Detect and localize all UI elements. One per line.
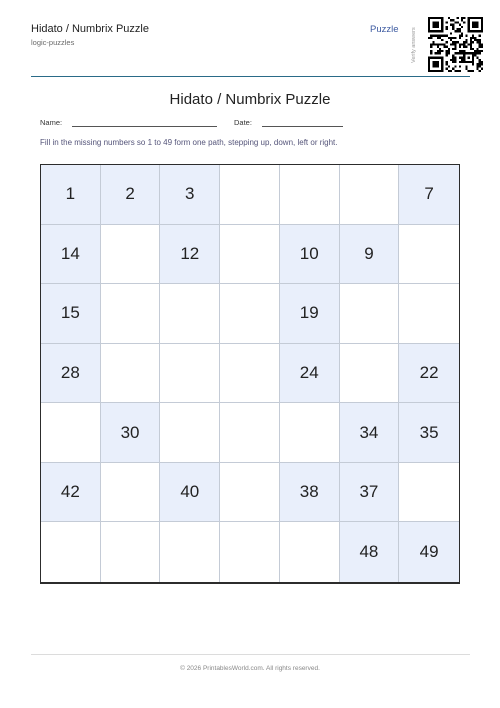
empty-cell[interactable] bbox=[220, 284, 280, 344]
given-cell: 10 bbox=[280, 225, 340, 285]
empty-cell[interactable] bbox=[160, 522, 220, 582]
empty-cell[interactable] bbox=[160, 344, 220, 404]
given-cell: 22 bbox=[399, 344, 459, 404]
footer-copyright: © 2026 PrintablesWorld.com. All rights reserved. bbox=[180, 665, 320, 672]
empty-cell[interactable] bbox=[220, 403, 280, 463]
given-cell: 9 bbox=[340, 225, 400, 285]
empty-cell[interactable] bbox=[220, 522, 280, 582]
empty-cell[interactable] bbox=[41, 403, 101, 463]
qr-caption: Verify answers bbox=[411, 27, 417, 63]
given-cell: 24 bbox=[280, 344, 340, 404]
given-cell: 30 bbox=[101, 403, 161, 463]
empty-cell[interactable] bbox=[220, 225, 280, 285]
name-field[interactable] bbox=[72, 126, 217, 127]
given-cell: 34 bbox=[340, 403, 400, 463]
empty-cell[interactable] bbox=[160, 403, 220, 463]
empty-cell[interactable] bbox=[340, 284, 400, 344]
given-cell: 40 bbox=[160, 463, 220, 523]
empty-cell[interactable] bbox=[340, 344, 400, 404]
empty-cell[interactable] bbox=[101, 344, 161, 404]
empty-cell[interactable] bbox=[399, 284, 459, 344]
given-cell: 7 bbox=[399, 165, 459, 225]
empty-cell[interactable] bbox=[220, 165, 280, 225]
given-cell: 48 bbox=[340, 522, 400, 582]
page-title: Hidato / Numbrix Puzzle bbox=[169, 91, 331, 108]
header-tag: Puzzle bbox=[370, 24, 399, 35]
given-cell: 15 bbox=[41, 284, 101, 344]
given-cell: 49 bbox=[399, 522, 459, 582]
empty-cell[interactable] bbox=[340, 165, 400, 225]
given-cell: 28 bbox=[41, 344, 101, 404]
date-label: Date: bbox=[234, 118, 252, 127]
empty-cell[interactable] bbox=[280, 522, 340, 582]
given-cell: 35 bbox=[399, 403, 459, 463]
given-cell: 42 bbox=[41, 463, 101, 523]
given-cell: 38 bbox=[280, 463, 340, 523]
empty-cell[interactable] bbox=[399, 225, 459, 285]
puzzle-grid bbox=[40, 164, 460, 584]
given-cell: 19 bbox=[280, 284, 340, 344]
given-cell: 14 bbox=[41, 225, 101, 285]
empty-cell[interactable] bbox=[220, 463, 280, 523]
empty-cell[interactable] bbox=[399, 463, 459, 523]
empty-cell[interactable] bbox=[220, 344, 280, 404]
empty-cell[interactable] bbox=[41, 522, 101, 582]
footer-divider bbox=[31, 654, 470, 655]
empty-cell[interactable] bbox=[101, 225, 161, 285]
given-cell: 2 bbox=[101, 165, 161, 225]
empty-cell[interactable] bbox=[280, 403, 340, 463]
qr-code-icon[interactable] bbox=[428, 17, 483, 72]
empty-cell[interactable] bbox=[101, 522, 161, 582]
header-divider bbox=[31, 76, 470, 77]
empty-cell[interactable] bbox=[101, 284, 161, 344]
instructions: Fill in the missing numbers so 1 to 49 form one path, stepping up, down, left or right. bbox=[40, 138, 338, 147]
given-cell: 1 bbox=[41, 165, 101, 225]
given-cell: 12 bbox=[160, 225, 220, 285]
header-title: Hidato / Numbrix Puzzle bbox=[31, 23, 149, 35]
empty-cell[interactable] bbox=[101, 463, 161, 523]
given-cell: 3 bbox=[160, 165, 220, 225]
date-field[interactable] bbox=[262, 126, 343, 127]
empty-cell[interactable] bbox=[280, 165, 340, 225]
empty-cell[interactable] bbox=[160, 284, 220, 344]
header-subtitle: logic-puzzles bbox=[31, 38, 75, 47]
given-cell: 37 bbox=[340, 463, 400, 523]
name-label: Name: bbox=[40, 118, 63, 127]
